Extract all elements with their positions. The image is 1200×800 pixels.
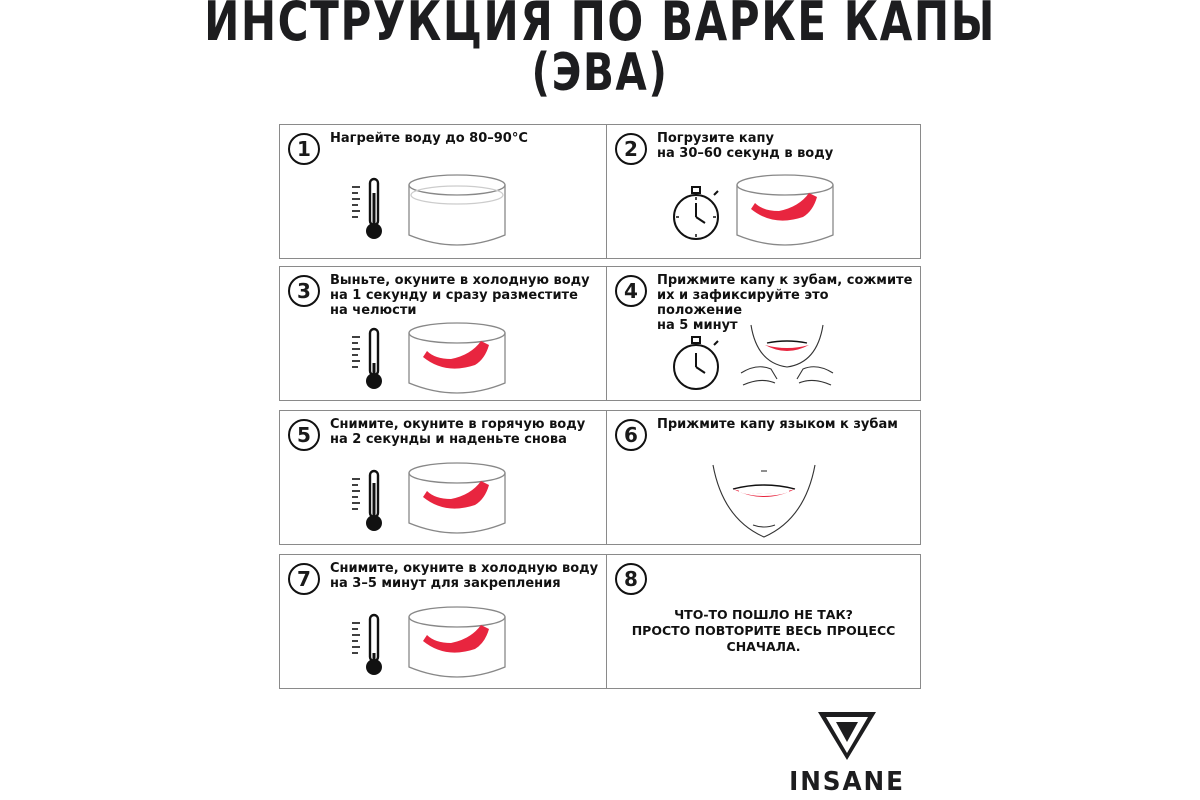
step-number: 6	[615, 419, 647, 451]
thermometer-icon	[350, 469, 390, 533]
mouthguard-icon	[423, 625, 489, 653]
brand-name: INSANE	[789, 767, 905, 797]
step-text: Снимите, окуните в горячую воду на 2 секунды и наденьте снова	[330, 417, 586, 447]
step-card-3	[279, 266, 611, 401]
page-subtitle: (ЭВА)	[531, 43, 669, 103]
step-card-2	[606, 124, 921, 259]
step-number: 8	[615, 563, 647, 595]
step-number: 1	[288, 133, 320, 165]
bowl-icon	[733, 171, 838, 251]
face-icon	[709, 463, 819, 541]
step-text: Прижмите капу к зубам, сожмите их и зафиксируйте это положение на 5 минут	[657, 273, 913, 333]
thermometer-icon	[350, 613, 390, 677]
bowl-icon	[405, 171, 510, 251]
bowl-icon	[405, 603, 510, 683]
step-text: Нагрейте воду до 80–90°C	[330, 131, 528, 146]
step-card-1	[279, 124, 611, 259]
step-card-7	[279, 554, 611, 689]
thermometer-icon	[350, 177, 390, 241]
stopwatch-icon	[669, 333, 723, 395]
step-card-6	[606, 410, 921, 545]
step-text: Прижмите капу языком к зубам	[657, 417, 898, 432]
mouthguard-icon	[751, 193, 817, 221]
retry-note: ЧТО-ТО ПОШЛО НЕ ТАК? ПРОСТО ПОВТОРИТЕ ВЕСЬ ПРОЦЕСС СНАЧАЛА.	[631, 607, 896, 654]
step-number: 2	[615, 133, 647, 165]
face-icon	[737, 323, 837, 399]
step-text: Погрузите капу на 30–60 секунд в воду	[657, 131, 834, 161]
mouthguard-icon	[423, 481, 489, 509]
step-card-8	[606, 554, 921, 689]
mouthguard-icon	[423, 341, 489, 369]
thermometer-icon	[350, 327, 390, 391]
step-card-4	[606, 266, 921, 401]
page-title: ИНСТРУКЦИЯ ПО ВАРКЕ КАПЫ	[204, 0, 996, 53]
step-number: 4	[615, 275, 647, 307]
stopwatch-icon	[669, 183, 723, 245]
step-number: 7	[288, 563, 320, 595]
step-card-5	[279, 410, 611, 545]
bowl-icon	[405, 459, 510, 539]
step-number: 5	[288, 419, 320, 451]
step-text: Снимите, окуните в холодную воду на 3–5 минут для закрепления	[330, 561, 599, 591]
step-number: 3	[288, 275, 320, 307]
bowl-icon	[405, 319, 510, 399]
step-text: Выньте, окуните в холодную воду на 1 секунду и сразу разместите на челюсти	[330, 273, 590, 318]
